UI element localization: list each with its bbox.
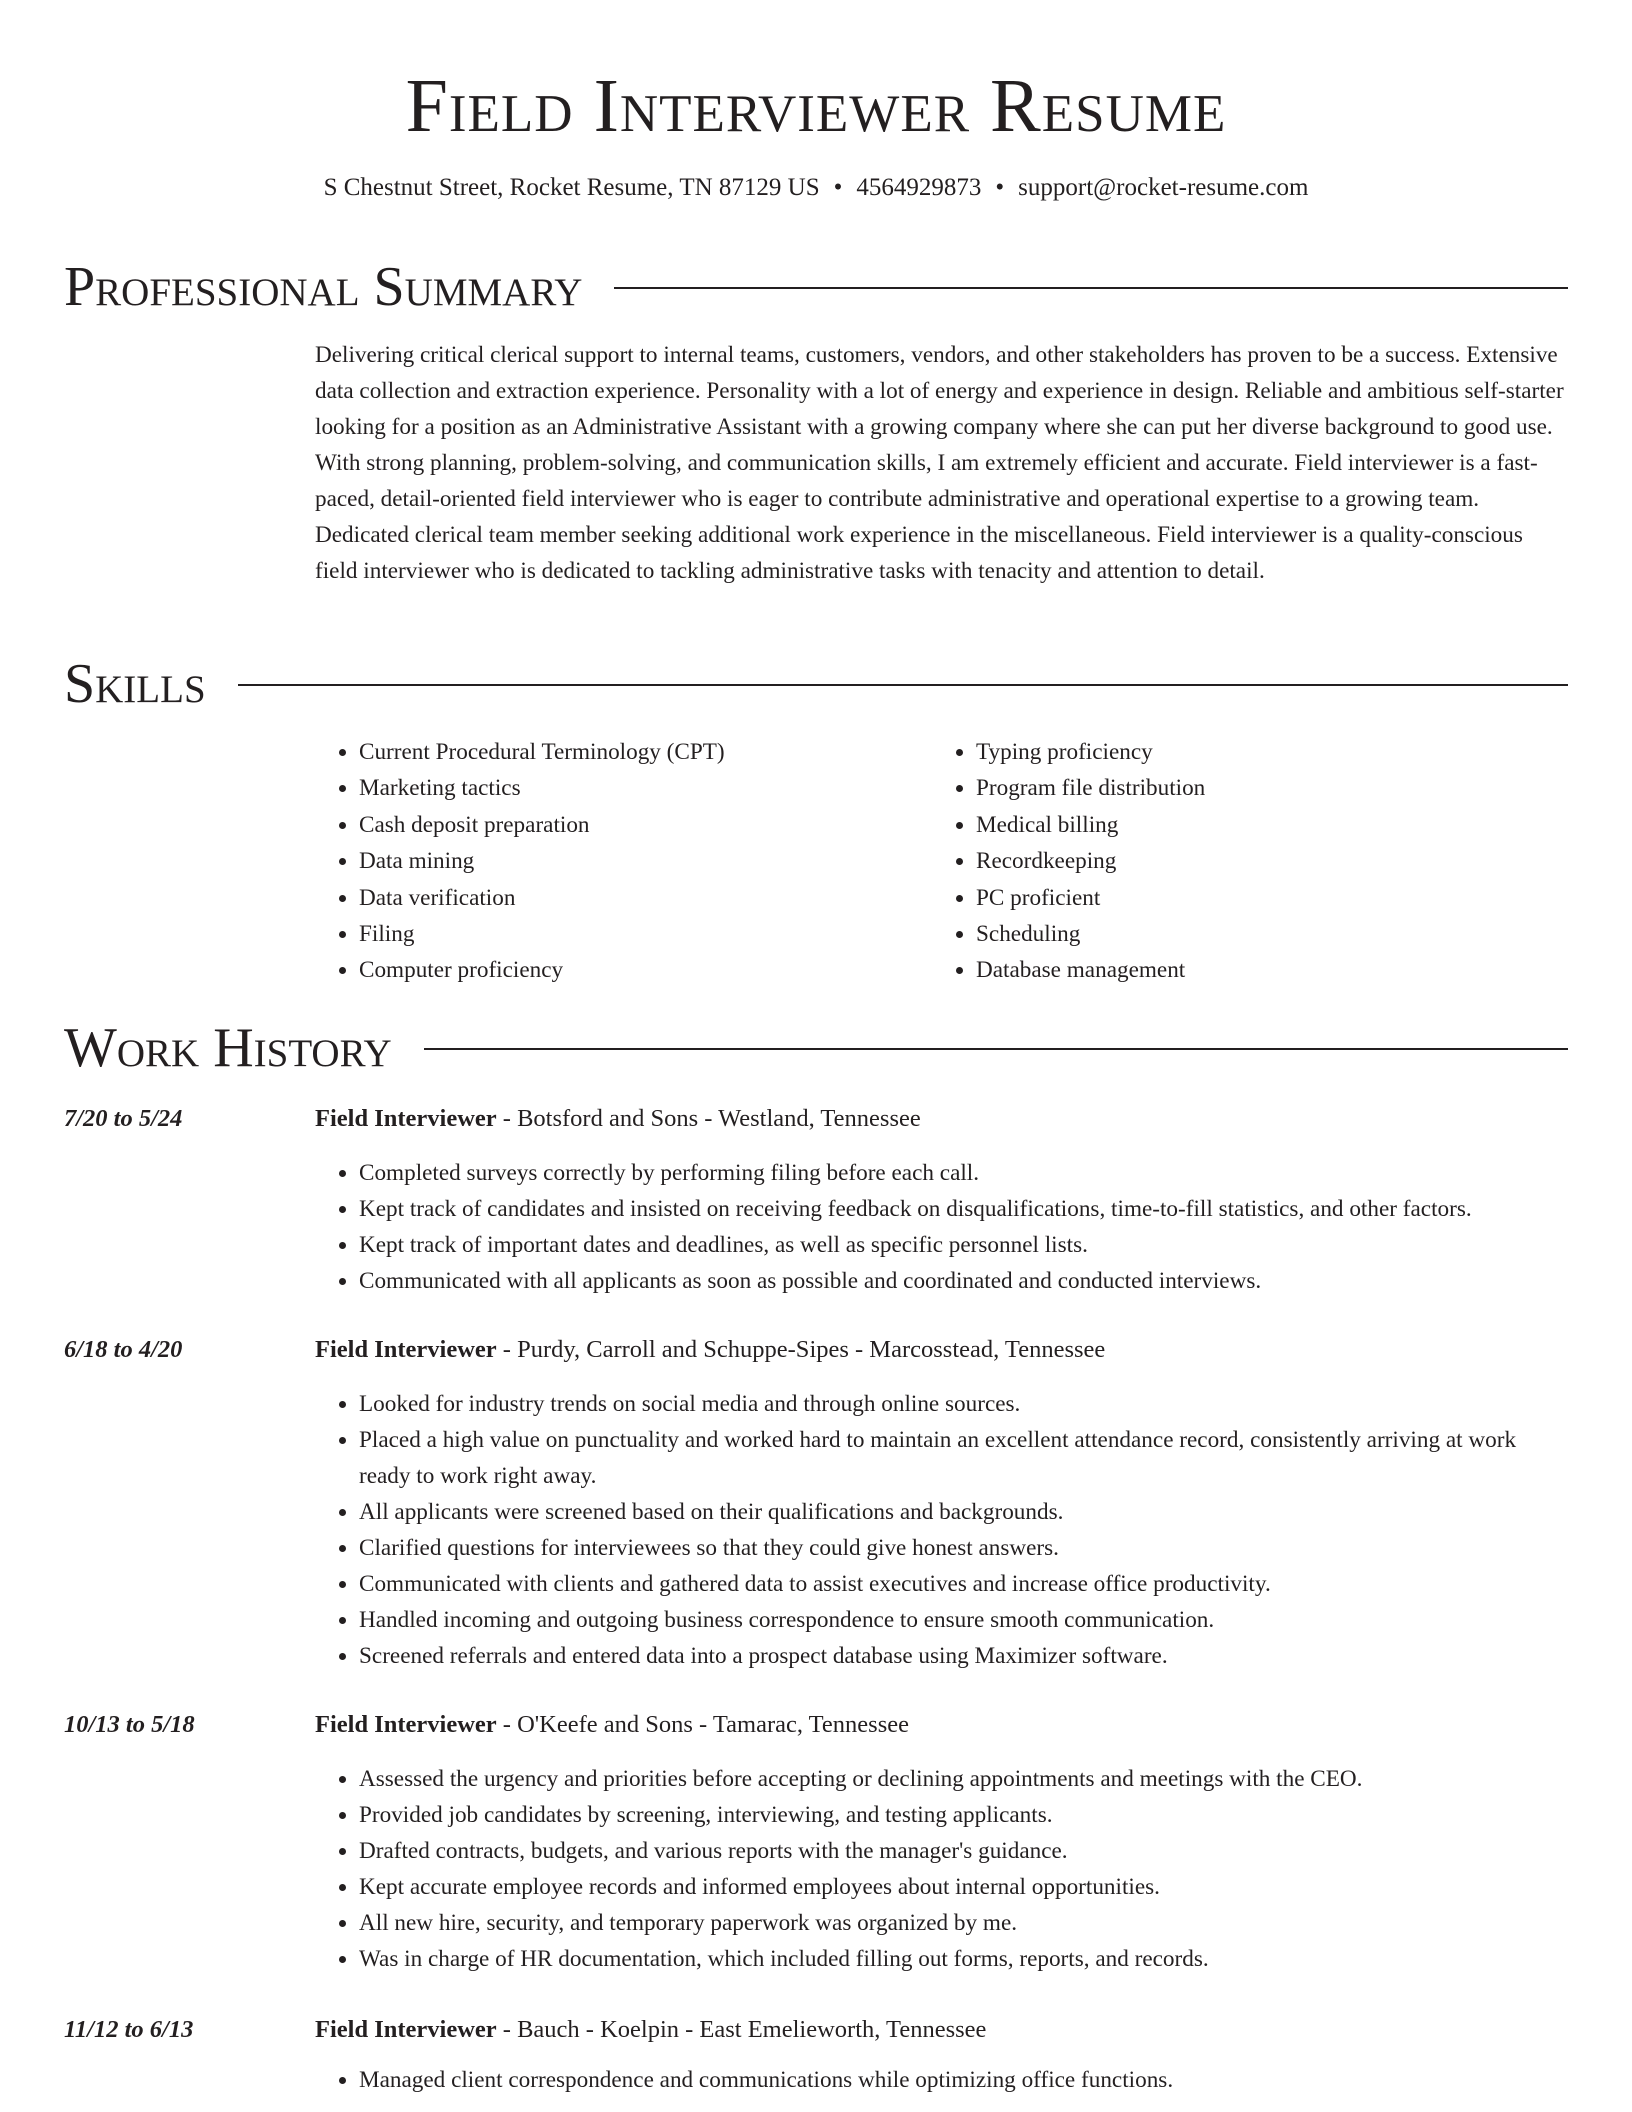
skill-item: • Current Procedural Terminology (CPT) xyxy=(359,734,932,770)
skill-item: • Filing xyxy=(359,916,932,952)
skill-item: • Program file distribution xyxy=(976,770,1549,806)
job-bullet: • Completed surveys correctly by performing filing before each call. xyxy=(359,1155,1568,1191)
job-bullet: • Kept accurate employee records and informed employees about internal opportunities. xyxy=(359,1869,1568,1905)
job-bullet: • Screened referrals and entered data into a prospect database using Maximizer software. xyxy=(359,1638,1568,1674)
skill-item: • Cash deposit preparation xyxy=(359,807,932,843)
resume-title: Field Interviewer Resume xyxy=(405,64,1227,148)
contact-separator: • xyxy=(833,174,843,201)
job-title: Field Interviewer xyxy=(315,1105,497,1132)
skills-section-header xyxy=(64,652,1568,716)
skill-item: • PC proficient xyxy=(976,880,1549,916)
job-title: Field Interviewer xyxy=(315,1336,497,1363)
job-bullets xyxy=(315,1155,1568,1299)
job-header xyxy=(64,1101,1568,1137)
job-header xyxy=(64,1332,1568,1368)
skill-item: • Typing proficiency xyxy=(976,734,1549,770)
work-section-header xyxy=(64,1016,1568,1080)
job-title: Field Interviewer xyxy=(315,1711,497,1738)
summary-heading: Professional Summary xyxy=(64,256,583,318)
job-title-line xyxy=(315,1332,1568,1368)
job-title: Field Interviewer xyxy=(315,2016,497,2043)
job-bullet: • All applicants were screened based on their qualifications and backgrounds. xyxy=(359,1494,1568,1530)
job-employer-location: - Botsford and Sons - Westland, Tennessee xyxy=(496,1105,921,1132)
section-divider xyxy=(424,1048,1568,1050)
job-bullet: • Kept track of candidates and insisted on receiving feedback on disqualifications, time-to-fill statistics, and other factors. xyxy=(359,1191,1568,1227)
job-bullet: • Looked for industry trends on social media and through online sources. xyxy=(359,1386,1568,1422)
job-bullets xyxy=(315,1761,1568,1977)
skill-item: • Data verification xyxy=(359,880,932,916)
job-bullet: • Placed a high value on punctuality and worked hard to maintain an excellent attendance record, consistently arriving at work ready to work right away. xyxy=(359,1422,1568,1494)
job-bullets xyxy=(315,1386,1568,1674)
skill-item: • Marketing tactics xyxy=(359,770,932,806)
job-bullet: • Assessed the urgency and priorities before accepting or declining appointments and meetings with the CEO. xyxy=(359,1761,1568,1797)
job-bullet: • Clarified questions for interviewees so that they could give honest answers. xyxy=(359,1530,1568,1566)
summary-text: Delivering critical clerical support to internal teams, customers, vendors, and other stakeholders has proven to be a success. Extensive data collection and extraction experience. Personality with a lot of energy and experience in design. Reliable and ambitious self-starter looking for a position as an Administrative Assistant with a growing company where she can put her diverse background to good use. With strong planning, problem-solving, and communication skills, I am extremely efficient and accurate. Field interviewer is a fast-paced, detail-oriented field interviewer who is eager to contribute administrative and operational expertise to a growing team. Dedicated clerical team member seeking additional work experience in the miscellaneous. Field interviewer is a quality-conscious field interviewer who is dedicated to tackling administrative tasks with tenacity and attention to detail. xyxy=(315,342,1564,584)
job-entry xyxy=(64,2012,1568,2098)
job-header xyxy=(64,1707,1568,1743)
job-bullets xyxy=(315,2062,1568,2098)
job-bullet: • Communicated with clients and gathered data to assist executives and increase office productivity. xyxy=(359,1566,1568,1602)
job-bullet: • Drafted contracts, budgets, and various reports with the manager's guidance. xyxy=(359,1833,1568,1869)
job-bullet: • Handled incoming and outgoing business correspondence to ensure smooth communication. xyxy=(359,1602,1568,1638)
contact-email: support@rocket-resume.com xyxy=(1018,174,1309,201)
section-divider xyxy=(238,684,1568,686)
job-title-line xyxy=(315,2012,1568,2048)
job-dates: 6/18 to 4/20 xyxy=(64,1336,183,1363)
job-header xyxy=(64,2012,1568,2048)
job-entry xyxy=(64,1101,1568,1299)
job-title-line xyxy=(315,1101,1568,1137)
contact-phone: 4564929873 xyxy=(856,174,982,201)
job-bullet: • Communicated with all applicants as soon as possible and coordinated and conducted interviews. xyxy=(359,1263,1568,1299)
job-bullet: • Was in charge of HR documentation, which included filling out forms, reports, and records. xyxy=(359,1941,1568,1977)
section-divider xyxy=(614,287,1568,289)
skills-list-right xyxy=(932,734,1549,989)
summary-section-header xyxy=(64,255,1568,319)
job-bullet: • All new hire, security, and temporary paperwork was organized by me. xyxy=(359,1905,1568,1941)
job-entry xyxy=(64,1707,1568,1977)
job-dates: 10/13 to 5/18 xyxy=(64,1711,195,1738)
skill-item: • Data mining xyxy=(359,843,932,879)
skills-heading: Skills xyxy=(64,653,206,715)
work-heading: Work History xyxy=(64,1017,392,1079)
job-dates: 11/12 to 6/13 xyxy=(64,2016,194,2043)
skills-list-left xyxy=(315,734,932,989)
skill-item: • Medical billing xyxy=(976,807,1549,843)
job-employer-location: - O'Keefe and Sons - Tamarac, Tennessee xyxy=(496,1711,909,1738)
resume-page xyxy=(64,0,1568,2093)
job-bullet: • Provided job candidates by screening, interviewing, and testing applicants. xyxy=(359,1797,1568,1833)
job-bullet: • Managed client correspondence and communications while optimizing office functions. xyxy=(359,2062,1568,2098)
skill-item: • Recordkeeping xyxy=(976,843,1549,879)
contact-address: S Chestnut Street, Rocket Resume, TN 87129 US xyxy=(323,174,820,201)
contact-separator: • xyxy=(995,174,1005,201)
job-employer-location: - Purdy, Carroll and Schuppe-Sipes - Marcosstead, Tennessee xyxy=(496,1336,1106,1363)
job-entry xyxy=(64,1332,1568,1674)
skills-columns xyxy=(315,734,1568,989)
skill-item: • Computer proficiency xyxy=(359,952,932,988)
skill-item: • Database management xyxy=(976,952,1549,988)
job-bullet: • Kept track of important dates and deadlines, as well as specific personnel lists. xyxy=(359,1227,1568,1263)
job-dates: 7/20 to 5/24 xyxy=(64,1105,183,1132)
contact-line xyxy=(64,172,1568,204)
job-employer-location: - Bauch - Koelpin - East Emelieworth, Tennessee xyxy=(496,2016,987,2043)
job-title-line xyxy=(315,1707,1568,1743)
skill-item: • Scheduling xyxy=(976,916,1549,952)
